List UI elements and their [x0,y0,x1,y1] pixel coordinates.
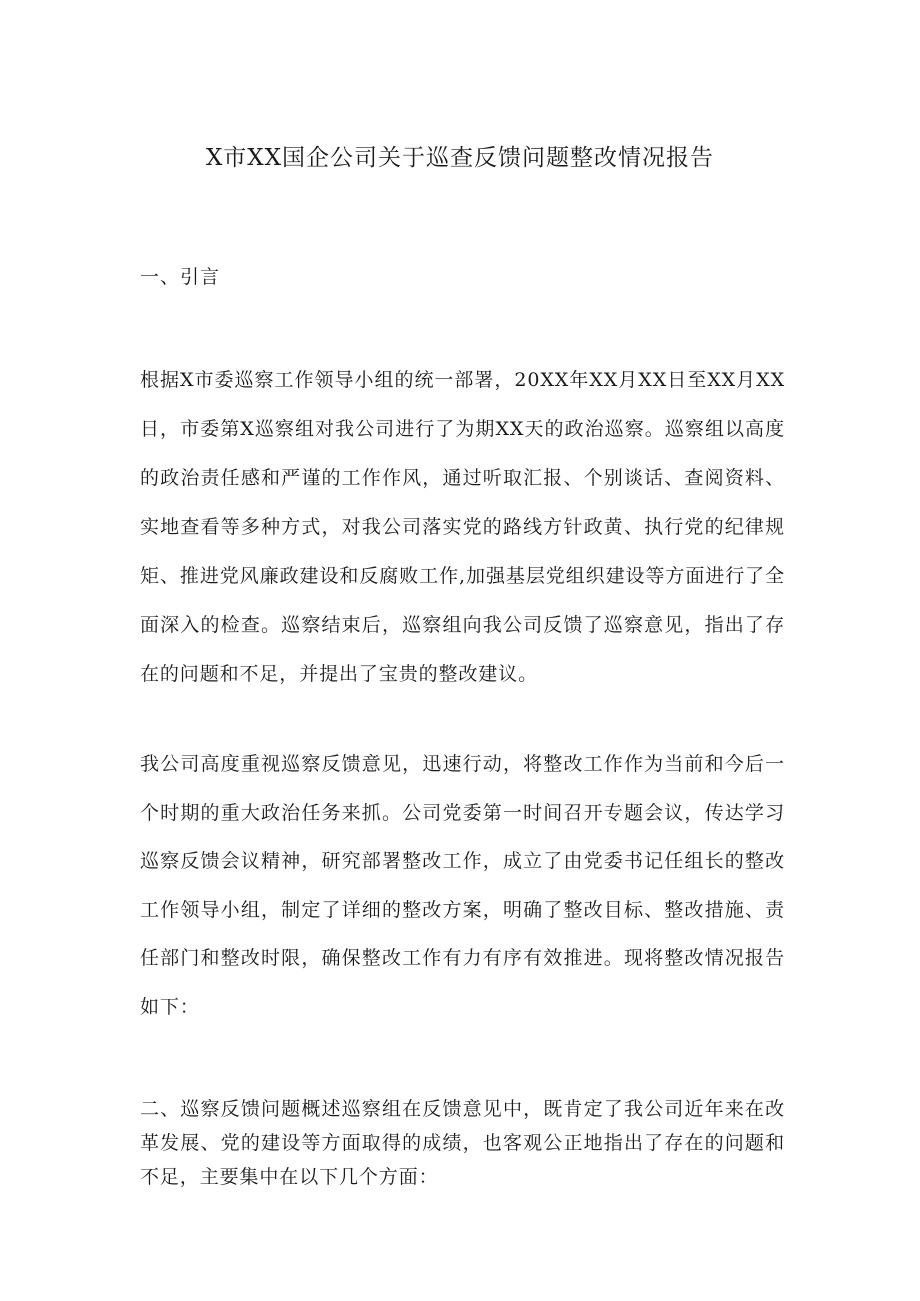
document-title: X市XX国企公司关于巡查反馈问题整改情况报告 [205,145,715,171]
paragraph-rectification-actions: 我公司高度重视巡察反馈意见，迅速行动，将整改工作作为当前和今后一个时期的重大政治任务来抓。公司党委第一时间召开专题会议，传达学习巡察反馈会议精神，研究部署整改工作，成立了由党委书记任组长的整改工作领导小组，制定了详细的整改方案，明确了整改目标、整改措施、责任部门和整改时限，确保整改工作有力有序有效推进。现将整改情况报告如下： [140,753,785,1018]
paragraph-issues-overview: 二、巡察反馈问题概述巡察组在反馈意见中，既肯定了我公司近年来在改革发展、党的建设等方面取得的成绩，也客观公正地指出了存在的问题和不足，主要集中在以下几个方面： [140,1098,785,1188]
paragraph-background: 根据X市委巡察工作领导小组的统一部署，20XX年XX月XX日至XX月XX日，市委第X巡察组对我公司进行了为期XX天的政治巡察。巡察组以高度的政治责任感和严谨的工作作风，通过听取汇报、个别谈话、查阅资料、实地查看等多种方式，对我公司落实党的路线方针政黄、执行党的纪律规矩、推进党风廉政建设和反腐败工作,加强基层党组织建设等方面进行了全面深入的检查。巡察结束后，巡察组向我公司反馈了巡察意见，指出了存在的问题和不足，并提出了宝贵的整改建议。 [140,369,785,685]
section-heading-introduction: 一、引言 [140,266,221,288]
